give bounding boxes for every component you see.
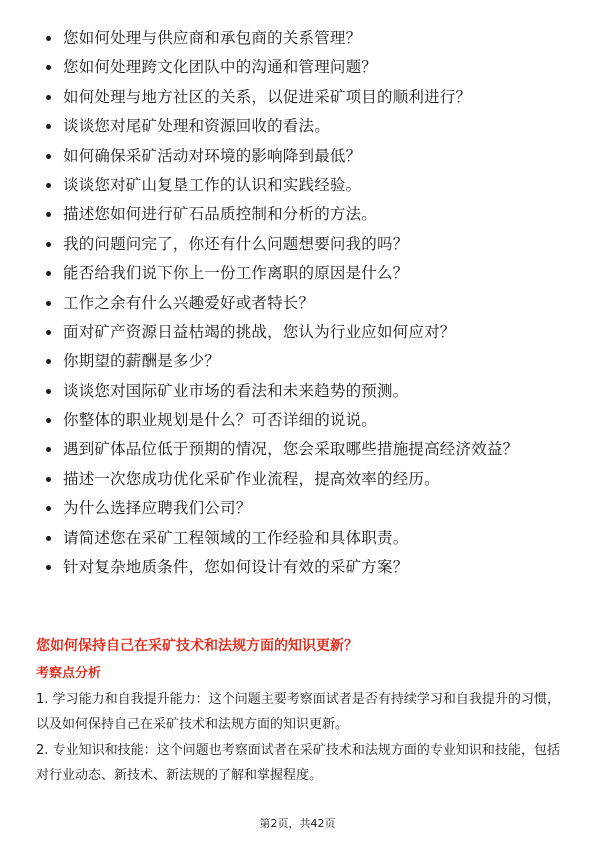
bullet-icon bbox=[46, 477, 51, 482]
list-item-text: 能否给我们说下你上一份工作离职的原因是什么？ bbox=[63, 264, 409, 283]
list-item bbox=[46, 436, 556, 462]
bullet-icon bbox=[46, 36, 51, 41]
list-item-text: 描述一次您成功优化采矿作业流程，提高效率的经历。 bbox=[63, 469, 440, 488]
bullet-icon bbox=[46, 506, 51, 511]
analysis-body bbox=[36, 688, 560, 790]
bullet-icon bbox=[46, 565, 51, 570]
list-item-text: 面对矿产资源日益枯竭的挑战，您认为行业应如何应对？ bbox=[63, 322, 456, 341]
list-item bbox=[46, 495, 556, 521]
bullet-icon bbox=[46, 124, 51, 129]
list-item bbox=[46, 143, 556, 169]
list-item-text: 针对复杂地质条件，您如何设计有效的采矿方案？ bbox=[63, 558, 409, 577]
list-item-text: 我的问题问完了，你还有什么问题想要问我的吗？ bbox=[63, 234, 409, 253]
list-item bbox=[46, 525, 556, 551]
bullet-icon bbox=[46, 154, 51, 159]
list-item-text: 如何确保采矿活动对环境的影响降到最低？ bbox=[63, 146, 362, 165]
bullet-icon bbox=[46, 359, 51, 364]
bullet-icon bbox=[46, 389, 51, 394]
page-number: 第2页，共42页 bbox=[259, 817, 336, 830]
bullet-icon bbox=[46, 330, 51, 335]
list-item bbox=[46, 290, 556, 316]
list-item-text: 您如何处理跨文化团队中的沟通和管理问题？ bbox=[63, 58, 378, 77]
analysis-point: 2. 专业知识和技能：这个问题也考察面试者在采矿技术和法规方面的专业知识和技能，包括对行业动态、新技术、新法规的了解和掌握程度。 bbox=[36, 743, 560, 783]
question-list bbox=[46, 25, 556, 583]
list-item bbox=[46, 231, 556, 257]
list-item bbox=[46, 172, 556, 198]
bullet-icon bbox=[46, 418, 51, 423]
analysis-heading: 考察点分析 bbox=[36, 666, 102, 681]
list-item bbox=[46, 348, 556, 374]
bullet-icon bbox=[46, 242, 51, 247]
list-item bbox=[46, 84, 556, 110]
bullet-icon bbox=[46, 65, 51, 70]
list-item-text: 谈谈您对矿山复垦工作的认识和实践经验。 bbox=[63, 175, 362, 194]
bullet-icon bbox=[46, 183, 51, 188]
list-item-text: 遇到矿体品位低于预期的情况，您会采取哪些措施提高经济效益？ bbox=[63, 440, 519, 459]
bullet-icon bbox=[46, 95, 51, 100]
list-item-text: 为什么选择应聘我们公司？ bbox=[63, 499, 252, 518]
list-item bbox=[46, 260, 556, 286]
list-item bbox=[46, 466, 556, 492]
bullet-icon bbox=[46, 301, 51, 306]
list-item bbox=[46, 54, 556, 80]
list-item bbox=[46, 113, 556, 139]
list-item bbox=[46, 554, 556, 580]
list-item-text: 您如何处理与供应商和承包商的关系管理？ bbox=[63, 29, 362, 47]
list-item-text: 描述您如何进行矿石品质控制和分析的方法。 bbox=[63, 205, 378, 224]
bullet-icon bbox=[46, 271, 51, 276]
list-item bbox=[46, 25, 556, 51]
analysis-point: 1. 学习能力和自我提升能力：这个问题主要考察面试者是否有持续学习和自我提升的习惯，以及如何保持自己在采矿技术和法规方面的知识更新。 bbox=[36, 692, 560, 732]
bullet-icon bbox=[46, 212, 51, 217]
list-item bbox=[46, 319, 556, 345]
list-item-text: 请简述您在采矿工程领域的工作经验和具体职责。 bbox=[63, 528, 409, 547]
list-item-text: 工作之余有什么兴趣爱好或者特长？ bbox=[63, 293, 315, 312]
list-item-text: 谈谈您对国际矿业市场的看法和未来趋势的预测。 bbox=[63, 381, 409, 400]
bullet-icon bbox=[46, 536, 51, 541]
list-item bbox=[46, 378, 556, 404]
list-item bbox=[46, 201, 556, 227]
bullet-icon bbox=[46, 447, 51, 452]
list-item-text: 你期望的薪酬是多少？ bbox=[63, 352, 221, 371]
list-item bbox=[46, 407, 556, 433]
list-item-text: 如何处理与地方社区的关系，以促进采矿项目的顺利进行？ bbox=[63, 87, 472, 106]
list-item-text: 你整体的职业规划是什么？可否详细的说说。 bbox=[63, 411, 378, 430]
question-heading: 您如何保持自己在采矿技术和法规方面的知识更新？ bbox=[36, 638, 358, 654]
list-item-text: 谈谈您对尾矿处理和资源回收的看法。 bbox=[63, 117, 330, 136]
